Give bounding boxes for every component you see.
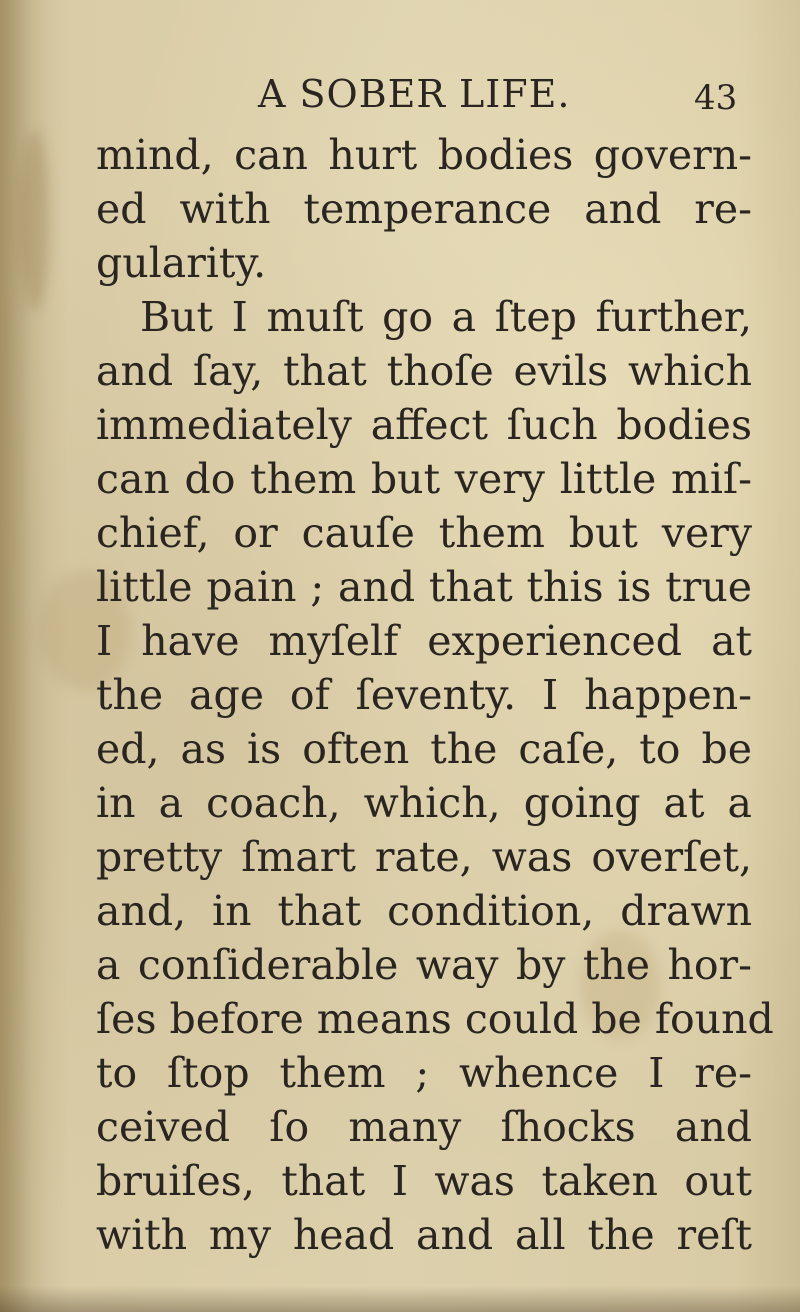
text-line: chief, or cauſe them but very — [96, 509, 752, 557]
text-line: ceived ſo many ſhocks and — [96, 1103, 752, 1151]
page-header — [0, 72, 800, 122]
page-bottom-edge — [0, 1286, 800, 1312]
text-line: in a coach, which, going at a — [96, 779, 752, 827]
text-line: mind, can hurt bodies govern- — [96, 131, 752, 179]
text-line: the age of ſeventy. I happen- — [96, 671, 752, 719]
text-line: immediately affect ſuch bodies — [96, 401, 752, 449]
running-head: A SOBER LIFE. — [258, 72, 571, 116]
text-line: little pain ; and that this is true — [96, 563, 752, 611]
text-line: and ſay, that thoſe evils which — [96, 347, 752, 395]
text-line: pretty ſmart rate, was overſet, — [96, 833, 752, 881]
text-line: can do them but very little miſ- — [96, 455, 752, 503]
text-line: gularity. — [96, 239, 267, 287]
text-line: But I muſt go a ſtep further, — [140, 293, 752, 341]
page-number: 43 — [694, 78, 738, 118]
text-line: ed with temperance and re- — [96, 185, 752, 233]
text-line: I have myſelf experienced at — [96, 617, 752, 665]
text-line: and, in that condition, drawn — [96, 887, 752, 935]
text-line: bruiſes, that I was taken out — [96, 1157, 752, 1205]
paper-stain — [20, 130, 50, 310]
text-line: ſes before means could be found — [96, 995, 774, 1043]
text-line: ed, as is often the caſe, to be — [96, 725, 752, 773]
text-line: a conſiderable way by the hor- — [96, 941, 752, 989]
body-text — [96, 128, 774, 1262]
text-line: to ſtop them ; whence I re- — [96, 1049, 752, 1097]
text-line: with my head and all the reſt — [96, 1211, 752, 1259]
